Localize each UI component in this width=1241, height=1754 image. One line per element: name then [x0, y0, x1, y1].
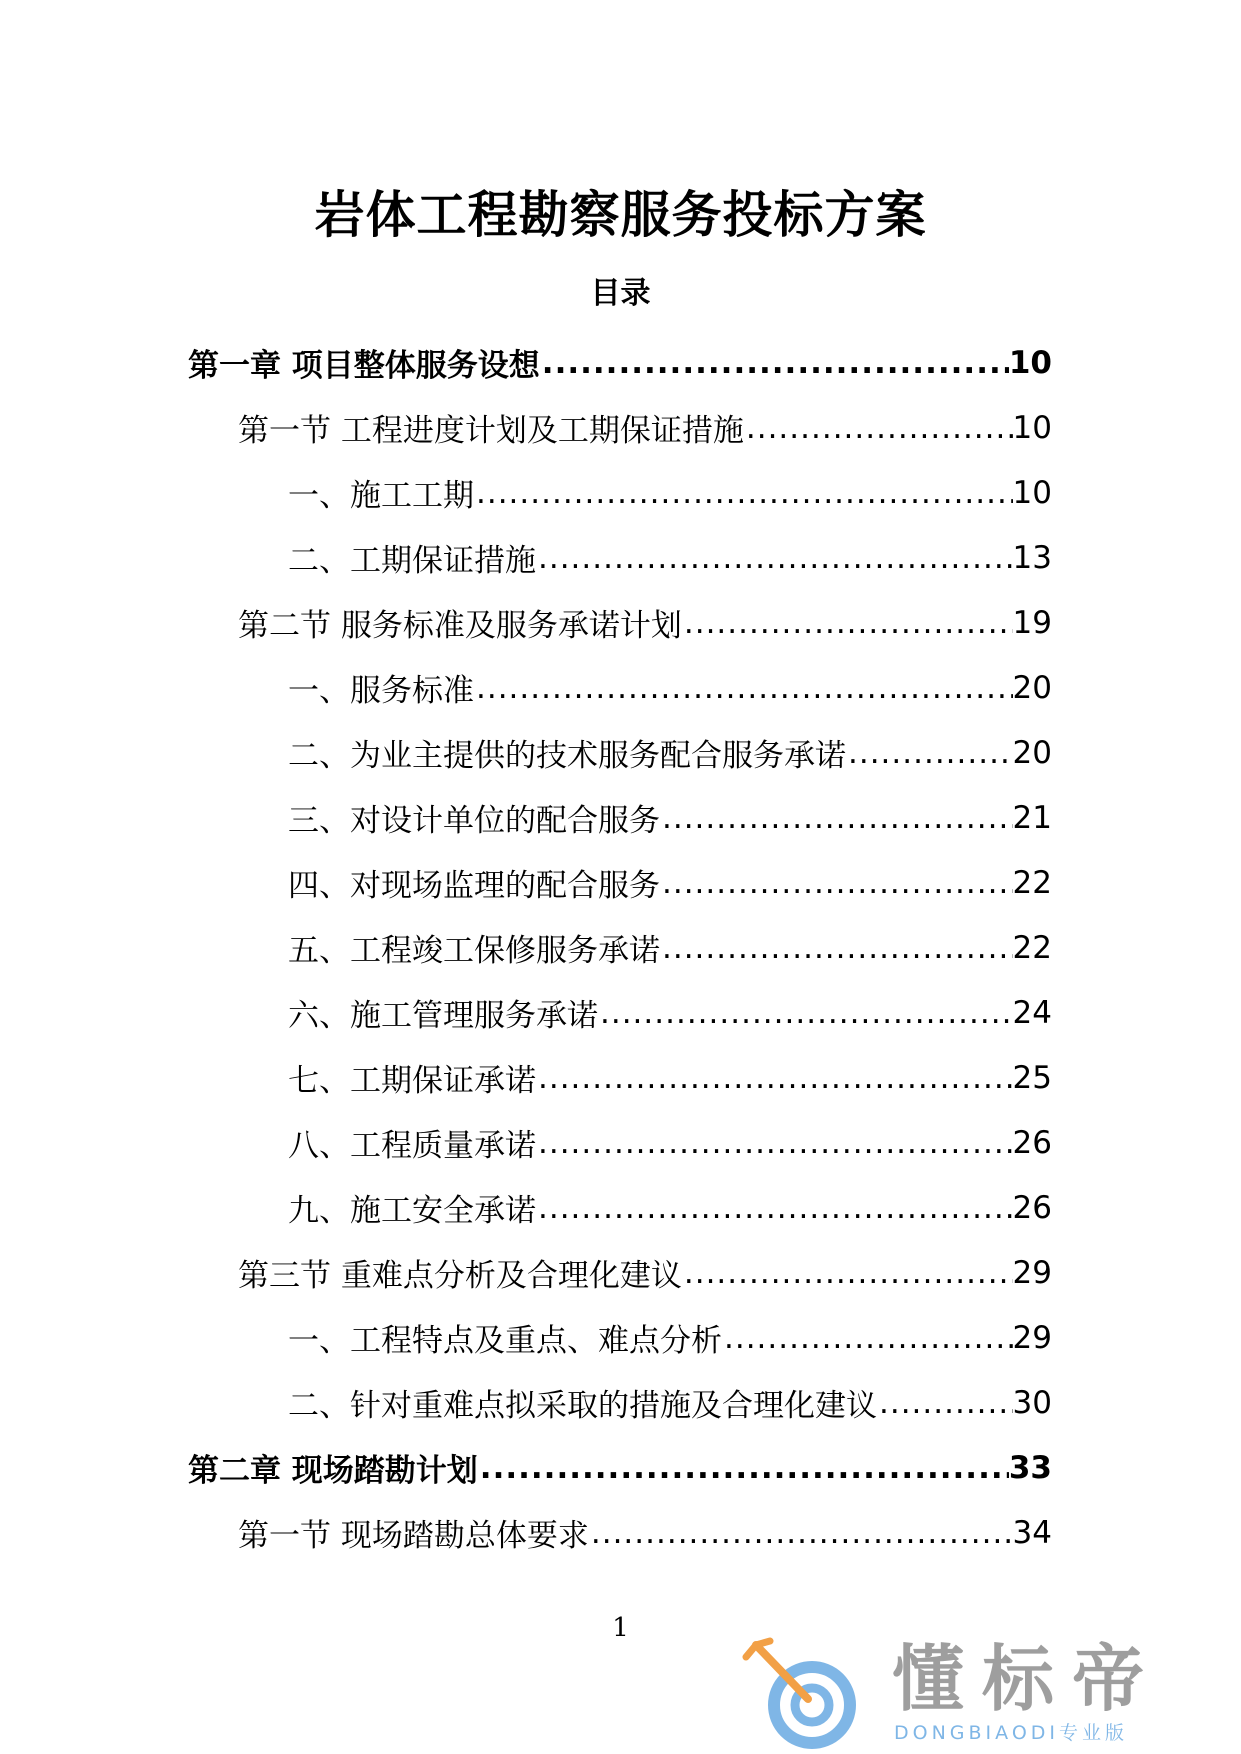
toc-entry-title: 第一节 工程进度计划及工期保证措施 — [238, 413, 744, 449]
toc-dot-leader — [536, 1060, 1013, 1096]
toc-dot-leader — [877, 1385, 1013, 1421]
toc-entry-page: 26 — [1012, 1124, 1052, 1161]
toc-entry-title: 五、工程竣工保修服务承诺 — [288, 933, 660, 969]
toc-entry-page: 30 — [1012, 1384, 1052, 1421]
toc-entry-title: 六、施工管理服务承诺 — [288, 998, 598, 1034]
toc-entry-page: 19 — [1012, 604, 1052, 641]
toc-entry-title: 一、服务标准 — [288, 673, 474, 709]
watermark-subtitle: DONGBIAODI专业版 — [894, 1722, 1129, 1744]
toc-entry-title: 四、对现场监理的配合服务 — [288, 868, 660, 904]
toc-entry-title: 九、施工安全承诺 — [288, 1193, 536, 1229]
toc-entry[interactable] — [0, 1370, 1241, 1435]
toc-entry-title: 第二章 现场踏勘计划 — [188, 1453, 478, 1489]
toc-dot-leader — [660, 930, 1013, 966]
toc-dot-leader — [536, 1125, 1013, 1161]
toc-entry-title: 第一节 现场踏勘总体要求 — [238, 1518, 589, 1554]
toc-entry-title: 二、工期保证措施 — [288, 543, 536, 579]
toc-entry[interactable] — [0, 720, 1241, 785]
toc-entry-page: 20 — [1012, 669, 1052, 706]
toc-dot-leader — [589, 1515, 1013, 1551]
toc-entry[interactable] — [0, 330, 1241, 395]
toc-entry-title: 二、为业主提供的技术服务配合服务承诺 — [288, 738, 846, 774]
toc-entry[interactable] — [0, 1305, 1241, 1370]
toc-entry-page: 22 — [1012, 929, 1052, 966]
target-arrow-icon — [742, 1635, 867, 1750]
toc-dot-leader — [474, 670, 1013, 706]
toc-entry[interactable] — [0, 1045, 1241, 1110]
toc-dot-leader — [660, 865, 1013, 901]
toc-entry-title: 一、施工工期 — [288, 478, 474, 514]
watermark — [742, 1635, 1222, 1750]
toc-entry-title: 第三节 重难点分析及合理化建议 — [238, 1258, 682, 1294]
toc-entry[interactable] — [0, 1240, 1241, 1305]
toc-entry-page: 33 — [1008, 1449, 1052, 1486]
toc-entry[interactable] — [0, 1435, 1241, 1500]
toc-entry-title: 七、工期保证承诺 — [288, 1063, 536, 1099]
toc-dot-leader — [598, 995, 1013, 1031]
watermark-name: 懂标帝 — [892, 1637, 1163, 1721]
toc-dot-leader — [474, 475, 1013, 511]
toc-entry-page: 25 — [1012, 1059, 1052, 1096]
toc-entry-title: 第一章 项目整体服务设想 — [188, 348, 540, 384]
toc-dot-leader — [660, 800, 1013, 836]
toc-entry-page: 13 — [1012, 539, 1052, 576]
toc-entry-page: 10 — [1012, 409, 1052, 446]
document-title: 岩体工程勘察服务投标方案 — [314, 186, 927, 244]
toc-entry[interactable] — [0, 460, 1241, 525]
toc-entry-page: 29 — [1012, 1319, 1052, 1356]
toc-entry-page: 26 — [1012, 1189, 1052, 1226]
toc-entry[interactable] — [0, 850, 1241, 915]
toc-entry[interactable] — [0, 655, 1241, 720]
toc-dot-leader — [540, 345, 1009, 381]
page-number: 1 — [612, 1613, 629, 1643]
toc-entry[interactable] — [0, 395, 1241, 460]
toc-dot-leader — [682, 1255, 1013, 1291]
toc-entry-title: 二、针对重难点拟采取的措施及合理化建议 — [288, 1388, 877, 1424]
toc-entry[interactable] — [0, 590, 1241, 655]
toc-entry[interactable] — [0, 980, 1241, 1045]
toc-entry-title: 八、工程质量承诺 — [288, 1128, 536, 1164]
toc-dot-leader — [478, 1450, 1009, 1486]
toc-entry-page: 10 — [1008, 344, 1052, 381]
toc-entry[interactable] — [0, 785, 1241, 850]
toc-dot-leader — [744, 410, 1013, 446]
toc-entry[interactable] — [0, 1500, 1241, 1565]
toc-entry[interactable] — [0, 915, 1241, 980]
toc-entry-page: 34 — [1012, 1514, 1052, 1551]
toc-dot-leader — [536, 540, 1013, 576]
toc-entry-title: 三、对设计单位的配合服务 — [288, 803, 660, 839]
toc-entry-page: 21 — [1012, 799, 1052, 836]
toc-entry-title: 第二节 服务标准及服务承诺计划 — [238, 608, 682, 644]
table-of-contents — [0, 330, 1241, 1565]
toc-entry[interactable] — [0, 1175, 1241, 1240]
toc-entry-page: 20 — [1012, 734, 1052, 771]
toc-entry-page: 24 — [1012, 994, 1052, 1031]
toc-entry-page: 29 — [1012, 1254, 1052, 1291]
toc-dot-leader — [846, 735, 1013, 771]
toc-entry-title: 一、工程特点及重点、难点分析 — [288, 1323, 722, 1359]
toc-heading: 目录 — [590, 276, 651, 311]
toc-dot-leader — [536, 1190, 1013, 1226]
toc-entry[interactable] — [0, 525, 1241, 590]
toc-dot-leader — [682, 605, 1013, 641]
toc-dot-leader — [722, 1320, 1013, 1356]
toc-entry-page: 10 — [1012, 474, 1052, 511]
toc-entry[interactable] — [0, 1110, 1241, 1175]
toc-entry-page: 22 — [1012, 864, 1052, 901]
